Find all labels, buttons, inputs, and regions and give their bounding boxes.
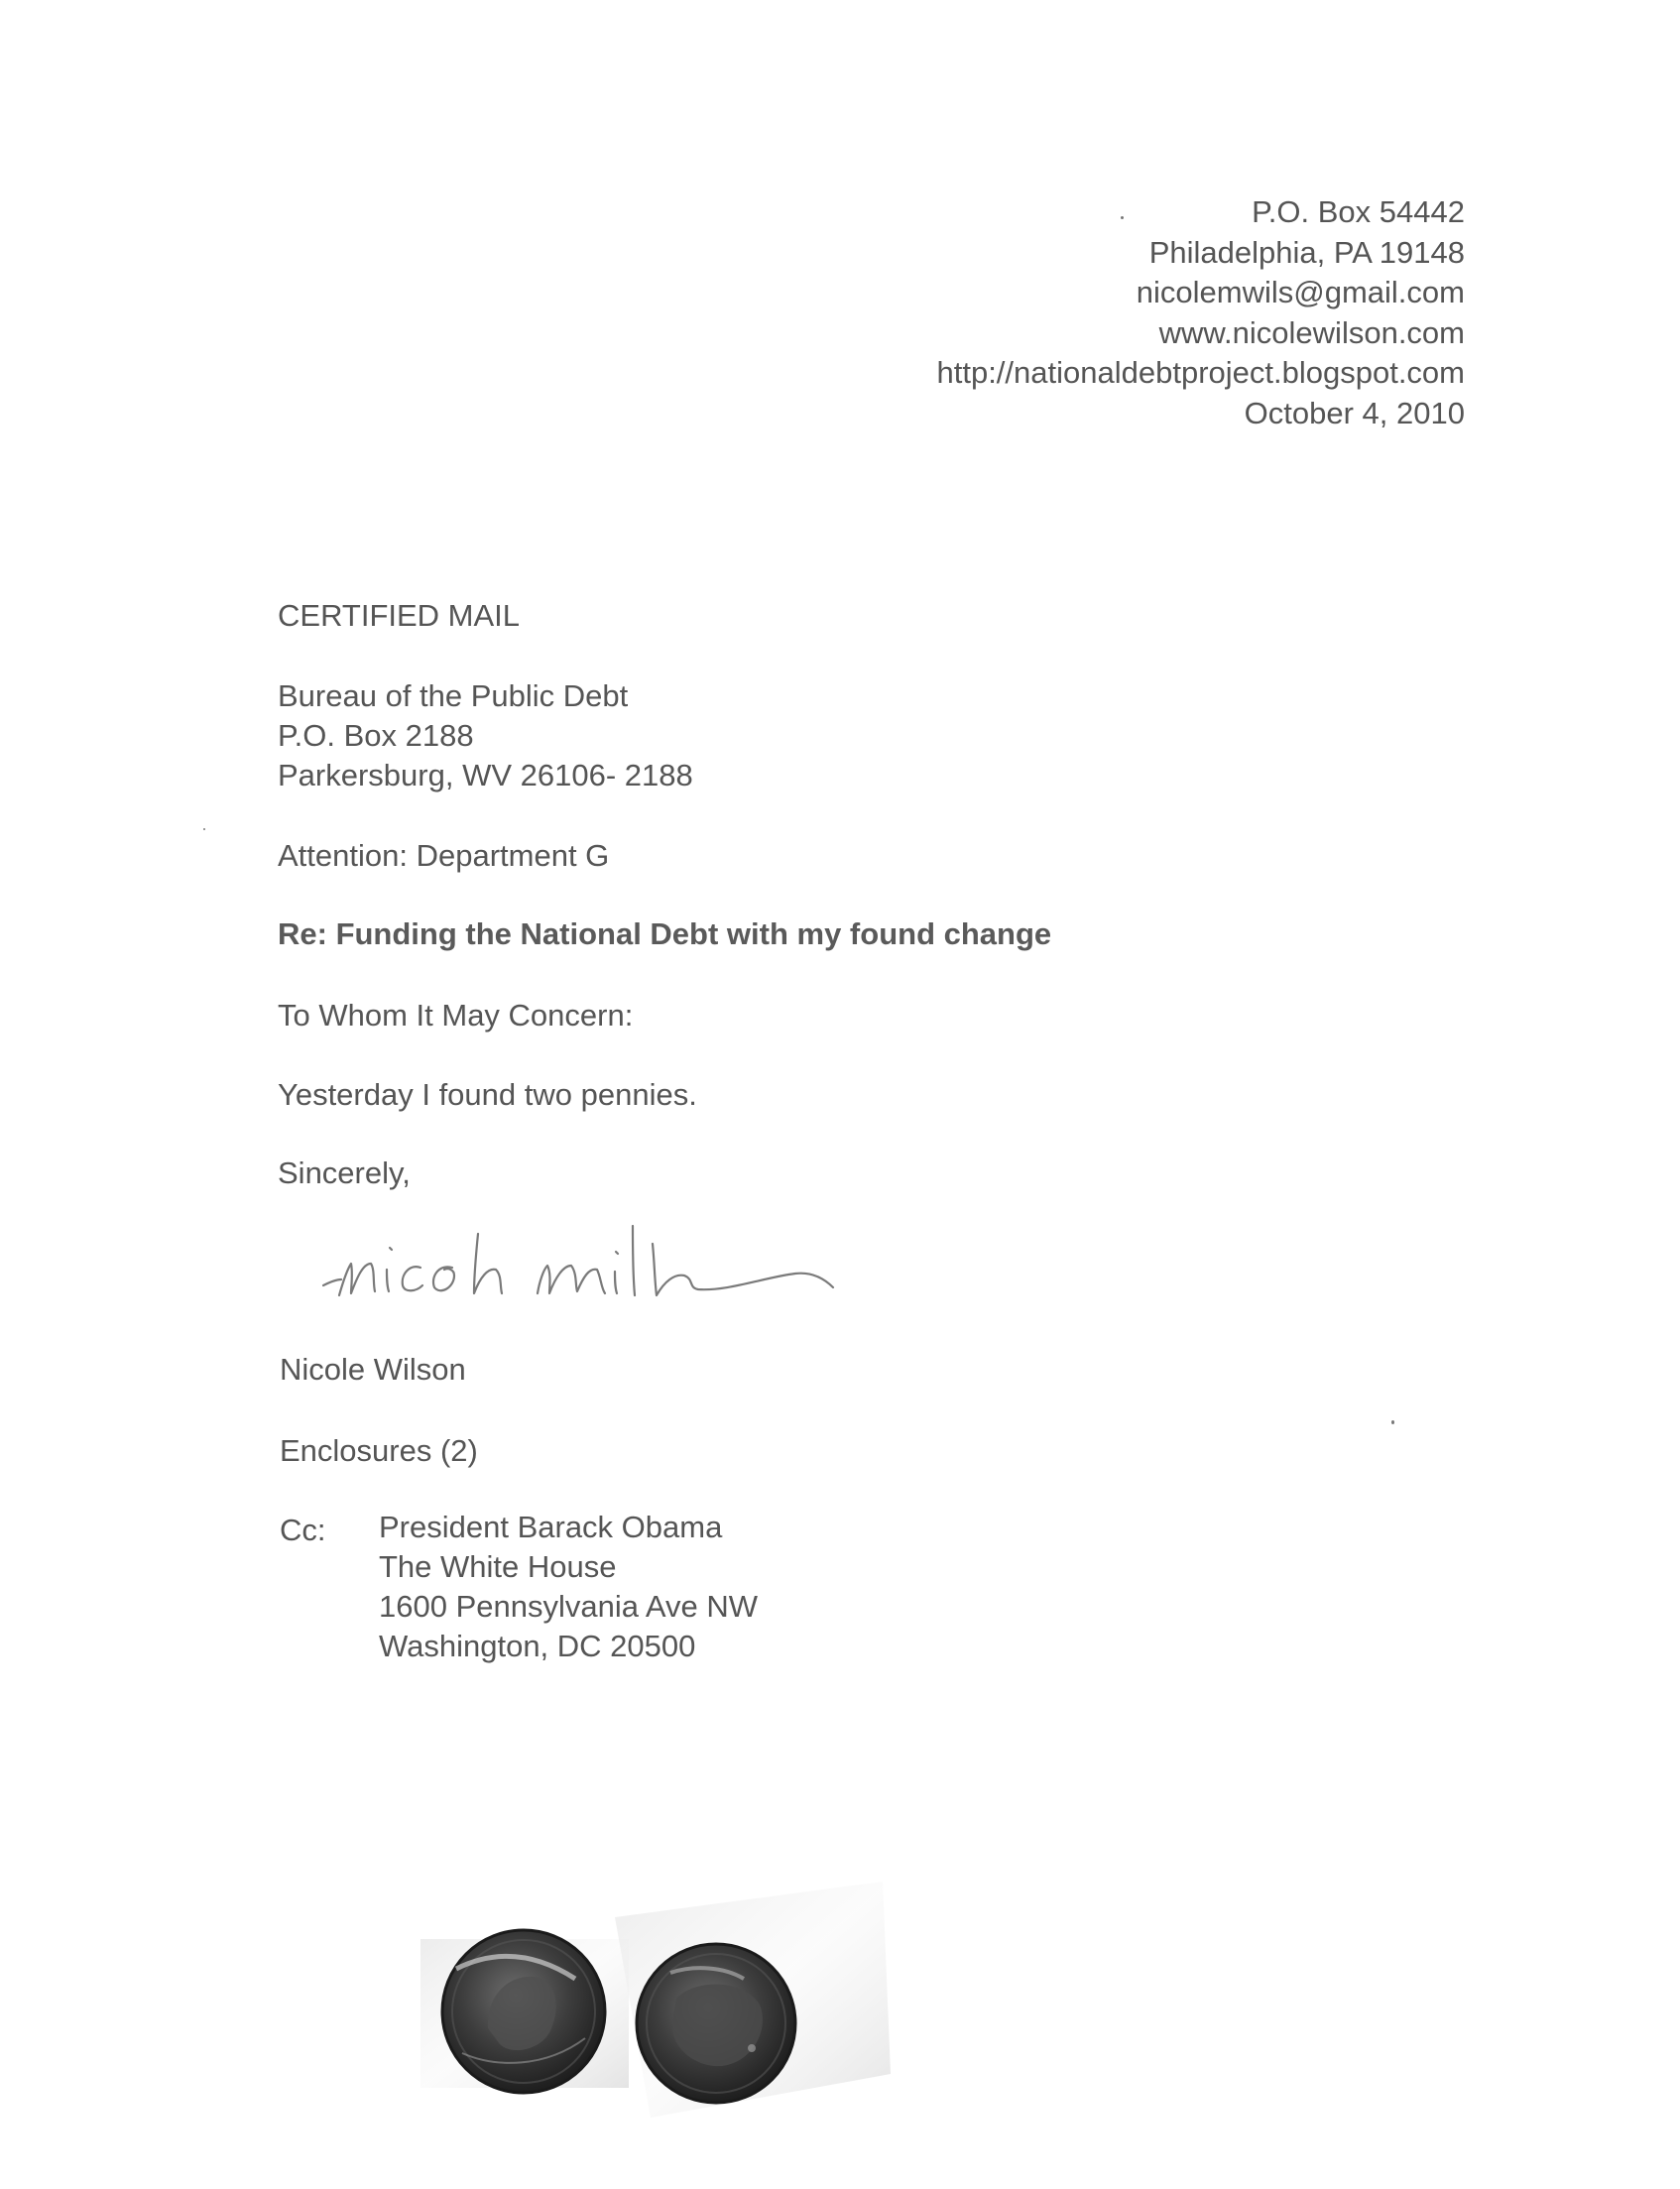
penny-2 [637,1944,795,2103]
recipient-po-box: P.O. Box 2188 [278,718,474,753]
cc-label: Cc: [280,1513,326,1547]
closing: Sincerely, [278,1155,411,1190]
scan-speck [1391,1420,1394,1424]
recipient-address-block [278,676,693,795]
letter-date: October 4, 2010 [1244,395,1465,430]
cc-address-block [379,1508,758,1666]
sender-city-state-zip: Philadelphia, PA 19148 [1148,234,1465,270]
handwritten-signature [317,1208,853,1317]
letter-body: Yesterday I found two pennies. [278,1077,697,1112]
cc-organization: The White House [379,1549,617,1584]
taped-pennies [417,1880,893,2128]
sender-blog-url: http://nationaldebtproject.blogspot.com [936,355,1465,390]
penny-1 [442,1930,605,2093]
scan-speck [203,828,205,830]
salutation: To Whom It May Concern: [278,998,634,1033]
signer-name: Nicole Wilson [280,1352,466,1387]
enclosures-note: Enclosures (2) [280,1433,478,1468]
cc-street: 1600 Pennsylvania Ave NW [379,1589,758,1624]
cc-city-state-zip: Washington, DC 20500 [379,1629,696,1663]
attention-line: Attention: Department G [278,838,610,873]
sender-po-box: P.O. Box 54442 [1252,194,1465,229]
sender-website: www.nicolewilson.com [1158,314,1465,350]
mail-type: CERTIFIED MAIL [278,598,521,633]
sender-email: nicolemwils@gmail.com [1136,275,1465,309]
sender-address-block [936,192,1465,433]
recipient-name: Bureau of the Public Debt [278,678,629,713]
subject-line: Re: Funding the National Debt with my found change [278,916,1052,951]
cc-name: President Barack Obama [379,1510,723,1544]
recipient-city-state-zip: Parkersburg, WV 26106- 2188 [278,758,693,792]
